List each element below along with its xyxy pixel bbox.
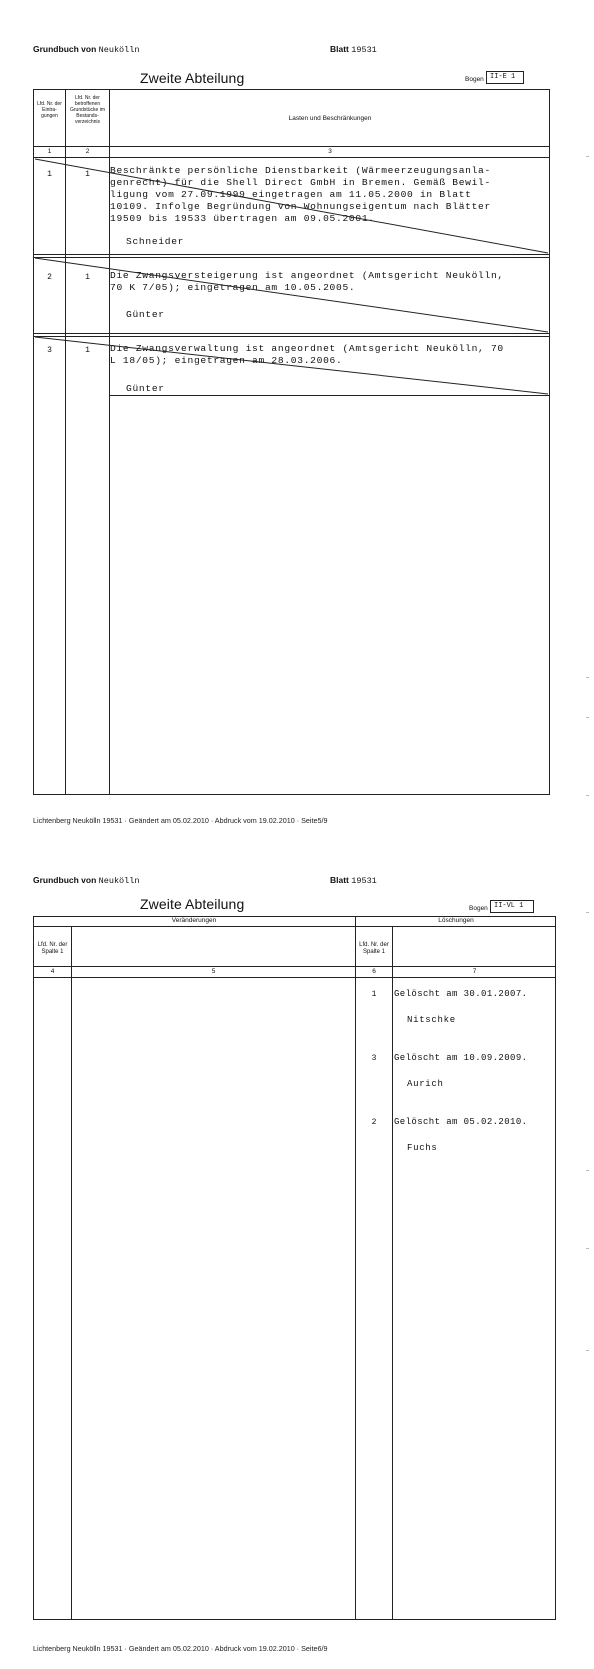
deletion-3-signature: Fuchs xyxy=(407,1143,438,1153)
grundbuch-label: Grundbuch von xyxy=(33,44,97,54)
blatt-header-2 xyxy=(330,875,377,886)
blatt-label: Blatt xyxy=(330,44,349,54)
bogen-label-2: Bogen xyxy=(469,905,488,912)
entry-3-number: 3 xyxy=(47,346,52,355)
col-header-parcel-no: Lfd. Nr. der betroffenen Grundstücke im Bestands-verzeichnis xyxy=(69,95,105,125)
deletion-1-signature: Nitschke xyxy=(407,1015,456,1025)
entry-3-signature: Günter xyxy=(126,383,165,394)
deletion-2-number: 3 xyxy=(371,1054,377,1063)
col-number-5: 5 xyxy=(211,968,216,975)
col-number-3: 3 xyxy=(328,148,332,155)
col-number-2: 2 xyxy=(85,148,90,155)
page-2-footer: Lichtenberg Neukölln 19531 · Geändert am 05.02.2010 · Abdruck vom 19.02.2010 · Seite6/9 xyxy=(33,1644,328,1653)
changes-table xyxy=(33,916,556,1620)
strike-entry-2 xyxy=(35,258,548,332)
col-header-ref-4: Lfd. Nr. der Spalte 1 xyxy=(37,942,68,955)
deletion-1-number: 1 xyxy=(371,990,377,999)
entry-1-number: 1 xyxy=(47,170,52,179)
entry-2-signature: Günter xyxy=(126,309,165,320)
col-header-entry-no: Lfd. Nr. der Eintra-gungen xyxy=(37,101,62,119)
bogen-label: Bogen xyxy=(465,76,484,83)
col-number-6: 6 xyxy=(372,968,376,975)
entry-1-text: Beschränkte persönliche Dienstbarkeit (Wärmeerzeugungsanla- genrecht) für die Shell Direct GmbH in Bremen. Gemäß Bewil- ligung vom 27.09.1999 eingetragen am 11.05.2000 in Blatt 10109. Infolge Begründung von Wohnungseigentum nach Blätter 19509 bis 19533 übertragen am 09.05.2001. xyxy=(110,165,491,224)
page-title: Zweite Abteilung xyxy=(140,70,245,86)
entry-2-parcel: 1 xyxy=(85,273,90,282)
page-title-2: Zweite Abteilung xyxy=(140,896,245,912)
strike-entry-1 xyxy=(35,159,548,253)
deletion-2-signature: Aurich xyxy=(407,1079,444,1089)
col-header-ref-6: Lfd. Nr. der Spalte 1 xyxy=(359,942,389,955)
col-number-4: 4 xyxy=(50,968,55,975)
bogen-value-2: II-VL 1 xyxy=(490,900,534,913)
deletion-1-text: Gelöscht am 30.01.2007. xyxy=(394,989,528,999)
bogen-value: II-E 1 xyxy=(486,71,524,84)
entry-2-number: 2 xyxy=(47,273,52,282)
blatt-label-2: Blatt xyxy=(330,875,349,885)
col-header-changes: Veränderungen xyxy=(171,917,217,924)
blatt-number-2: 19531 xyxy=(351,876,377,886)
strike-entry-3 xyxy=(35,337,548,394)
grundbuch-header-2 xyxy=(33,875,139,886)
col-number-1: 1 xyxy=(47,148,52,155)
deletion-3-text: Gelöscht am 05.02.2010. xyxy=(394,1117,528,1127)
grundbuch-label-2: Grundbuch von xyxy=(33,875,97,885)
entry-1-signature: Schneider xyxy=(126,236,185,247)
col-header-deletions: Löschungen xyxy=(438,917,474,924)
entry-1-parcel: 1 xyxy=(85,170,90,179)
deletion-2-text: Gelöscht am 10.09.2009. xyxy=(394,1053,528,1063)
deletion-3-number: 2 xyxy=(371,1118,377,1127)
grundbuch-place: Neukölln xyxy=(98,45,140,55)
entry-3-text: Die Zwangsverwaltung ist angeordnet (Amtsgericht Neukölln, 70 L 18/05); eingetragen am 28.03.2006. xyxy=(110,343,504,366)
cancellation-strikes xyxy=(0,0,594,420)
grundbuch-place-2: Neukölln xyxy=(98,876,140,886)
col-header-burdens: Lasten und Beschränkungen xyxy=(288,115,372,122)
entry-3-parcel: 1 xyxy=(85,346,90,355)
blatt-number: 19531 xyxy=(351,45,377,55)
page-1-footer: Lichtenberg Neukölln 19531 · Geändert am 05.02.2010 · Abdruck vom 19.02.2010 · Seite5/9 xyxy=(33,816,328,825)
entry-2-text: Die Zwangsversteigerung ist angeordnet (Amtsgericht Neukölln, 70 K 7/05); eingetragen am 10.05.2005. xyxy=(110,270,504,293)
col-number-7: 7 xyxy=(472,968,477,975)
